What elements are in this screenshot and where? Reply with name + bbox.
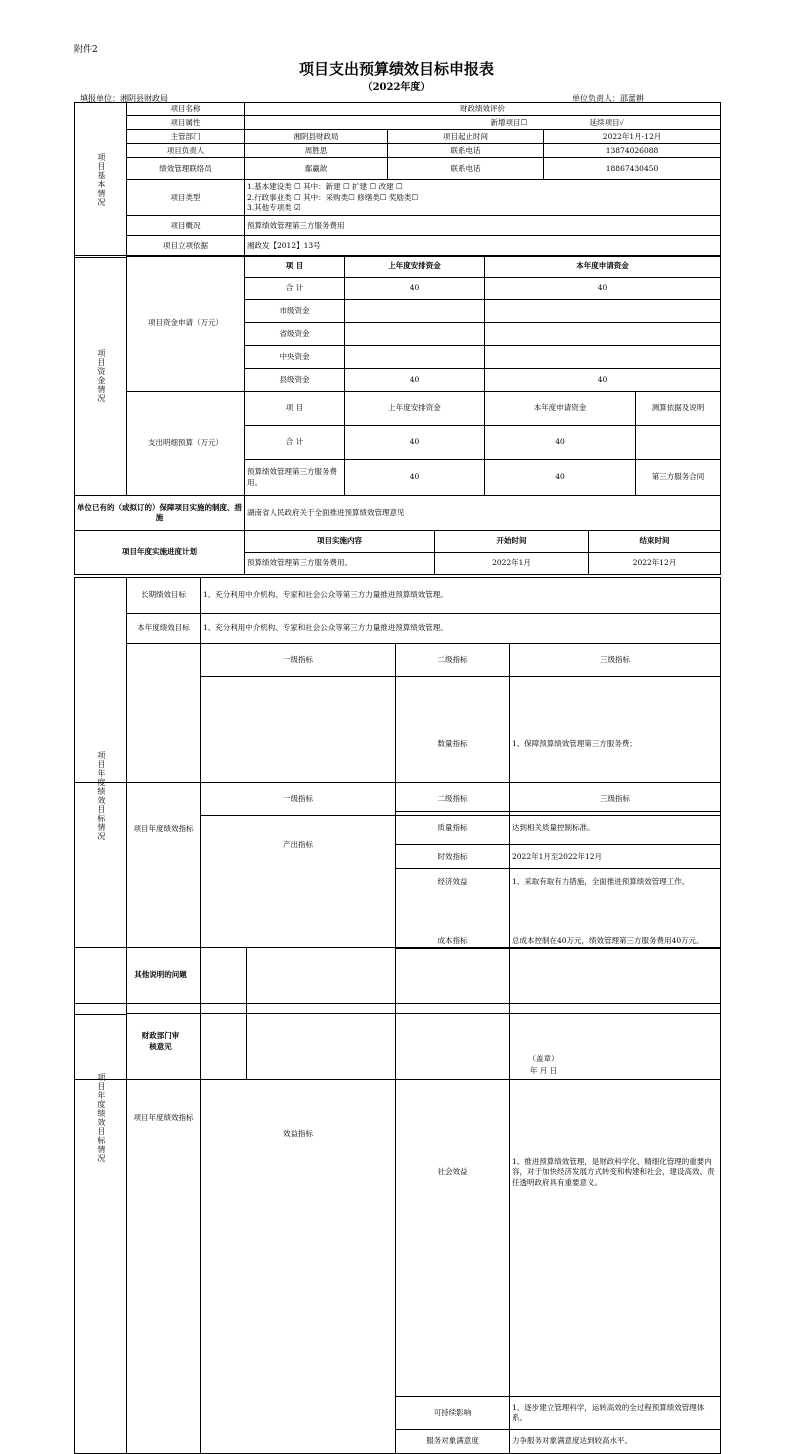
ind-l3: 达到相关质量控制标准。 <box>510 812 721 845</box>
long-value: 1、充分利用中介机构、专家和社会公众等第三方力量推进预算绩效管理。 <box>201 578 721 614</box>
funds-h-this: 本年度申请资金 <box>485 256 721 278</box>
fund-row-item: 中央资金 <box>245 346 345 369</box>
attr-label: 项目属性 <box>127 116 245 130</box>
ind1-label: 项目年度绩效指标 <box>127 644 201 1014</box>
ind-l3: 2022年1月至2022年12月 <box>510 845 721 869</box>
type-line-2[interactable]: 2.行政事业类 ☐ 其中：采购类☐ 修缮类☐ 奖励类☐ <box>247 192 419 202</box>
detail-row-this: 40 <box>485 460 636 496</box>
fund-row-this <box>485 323 721 346</box>
ind-l2: 质量指标 <box>396 812 510 845</box>
benefit-level1: 效益指标 <box>201 816 396 1453</box>
detail-row-item: 预算绩效管理第三方服务费用。 <box>245 460 345 496</box>
plan-h-start: 开始时间 <box>435 531 589 553</box>
basic-section-label: 项目基本情况 <box>75 103 127 258</box>
funds-section-label: 项目资金情况 <box>75 256 127 496</box>
detail-row-this: 40 <box>485 426 636 460</box>
funds-h-last: 上年度安排资金 <box>345 256 485 278</box>
other-label: 其他说明的问题 <box>75 948 247 1004</box>
review-table <box>74 947 721 1080</box>
ind2-h3: 三级指标 <box>510 783 721 816</box>
ind-l3: 1、保障预算绩效管理第三方服务费； <box>510 677 721 812</box>
long-label: 长期绩效目标 <box>127 578 201 614</box>
ind-l2: 成本指标 <box>396 869 510 1014</box>
perf-benefit-table <box>74 782 721 1454</box>
ind-l2: 服务对象满意度 <box>396 1430 510 1453</box>
plan-start: 2022年1月 <box>435 553 589 575</box>
type-line-1[interactable]: 1.基本建设类 ☐ 其中：新建 ☐ 扩建 ☐ 改建 ☐ <box>247 182 403 192</box>
review-value <box>247 1004 721 1080</box>
overview-label: 项目概况 <box>127 216 245 236</box>
project-type-options <box>245 180 721 216</box>
fund-row-last: 40 <box>345 278 485 300</box>
project-attr <box>245 116 721 130</box>
attr-new-checkbox[interactable]: 新增项目☐ <box>490 117 528 127</box>
ind1-h2: 二级指标 <box>396 644 510 677</box>
seal-text: （盖章） <box>528 1054 559 1063</box>
ind2-h1: 一级指标 <box>201 783 396 816</box>
perf1-section-label: 项目年度绩效目标情况 <box>75 578 127 1015</box>
period-value: 2022年1月-12月 <box>544 130 721 144</box>
basis-value: 湘政发【2012】13号 <box>245 236 721 257</box>
plan-content: 预算绩效管理第三方服务费用。 <box>245 553 435 575</box>
detail-h-item: 项 目 <box>245 392 345 426</box>
basis-label: 项目立项依据 <box>127 236 245 257</box>
detail-row-item: 合 计 <box>245 426 345 460</box>
fund-row-this: 40 <box>485 369 721 392</box>
detail-label: 支出明细预算（万元） <box>127 392 245 496</box>
ind-l3: 总成本控制在40万元，绩效管理第三方服务费用40万元。 <box>510 869 721 1014</box>
ind-l3: 1、逐步建立管理科学，运转高效的全过程预算绩效管理体系。 <box>510 1397 721 1430</box>
overview-value: 预算绩效管理第三方服务费用 <box>245 216 721 236</box>
dept-label: 主管部门 <box>127 130 245 144</box>
contact-label: 绩效管理联络员 <box>127 158 245 180</box>
ind-l2: 时效指标 <box>396 845 510 869</box>
year-label: 本年度绩效目标 <box>127 614 201 644</box>
detail-h-basis: 测算依据及说明 <box>636 392 721 426</box>
apply-label: 项目资金申请（万元） <box>127 256 245 392</box>
ind-l2: 社会效益 <box>396 948 510 1396</box>
fund-row-this <box>485 300 721 323</box>
year-subtitle: （2022年度） <box>362 82 431 93</box>
detail-row-last: 40 <box>345 460 485 496</box>
attr-cont-checkbox[interactable]: 延续项目✓ <box>589 117 625 127</box>
ind-l2: 经济效益 <box>396 816 510 949</box>
fund-row-last <box>345 346 485 369</box>
fill-unit: 填报单位：湘阴县财政局 <box>80 94 168 103</box>
fund-row-this: 40 <box>485 278 721 300</box>
dept-value: 湘阴县财政局 <box>245 130 388 144</box>
review-label <box>75 1004 247 1080</box>
fund-row-last: 40 <box>345 369 485 392</box>
fund-row-this <box>485 346 721 369</box>
other-value <box>247 948 721 1004</box>
ind2-label: 项目年度绩效指标 <box>127 783 201 1454</box>
fund-row-last <box>345 300 485 323</box>
project-name: 财政绩效评价 <box>245 103 721 116</box>
system-plan-table <box>74 495 721 575</box>
ind-l2: 数量指标 <box>396 677 510 812</box>
type-label: 项目类型 <box>127 180 245 216</box>
funds-h-item: 项 目 <box>245 256 345 278</box>
plan-h-content: 项目实施内容 <box>245 531 435 553</box>
ind1-h1: 一级指标 <box>201 644 396 677</box>
attachment-label: 附件2 <box>74 45 98 55</box>
type-line-3[interactable]: 3.其他专项类 ☑ <box>247 202 301 212</box>
name-label: 项目名称 <box>127 103 245 116</box>
unit-leader: 单位负责人：邵蕾耕 <box>572 94 644 103</box>
perf2-section-label: 项目年度绩效目标情况 <box>75 783 127 1454</box>
period-label: 项目起止时间 <box>388 130 544 144</box>
review-label-text: 财政部门审核意见 <box>141 1031 180 1051</box>
phone-label: 联系电话 <box>388 144 544 158</box>
leader-value: 周胜思 <box>245 144 388 158</box>
output-level1: 产出指标 <box>201 677 396 1014</box>
system-value: 湖南省人民政府关于全面推进预算绩效管理意见 <box>245 496 721 531</box>
ind-l3: 1、推进预算绩效管理，是财政科学化、精细化管理的重要内容，对于加快经济发展方式转变和构建和社会，建设高效、责任透明政府具有重要意义。 <box>510 948 721 1396</box>
year-value: 1、充分利用中介机构、专家和社会公众等第三方力量推进预算绩效管理。 <box>201 614 721 644</box>
page-title: 项目支出预算绩效目标申报表 <box>298 60 494 78</box>
ind2-h2: 二级指标 <box>396 783 510 816</box>
phone2-label: 联系电话 <box>388 158 544 180</box>
date-text: 年 月 日 <box>529 1066 558 1075</box>
ind-l2: 可持续影响 <box>396 1397 510 1430</box>
fund-row-item: 省级资金 <box>245 323 345 346</box>
fund-row-item: 市级资金 <box>245 300 345 323</box>
plan-end: 2022年12月 <box>589 553 721 575</box>
basic-info-table <box>74 102 721 258</box>
detail-h-this: 本年度申请资金 <box>485 392 636 426</box>
phone2-value: 18867430450 <box>544 158 721 180</box>
detail-h-last: 上年度安排资金 <box>345 392 485 426</box>
funds-table <box>74 255 721 496</box>
system-label: 单位已有的（或拟订的）保障项目实施的制度、措施 <box>75 496 245 531</box>
ind-l3: 力争服务对象满意度达到较高水平。 <box>510 1430 721 1453</box>
fund-row-last <box>345 323 485 346</box>
contact-value: 鄢赢歆 <box>245 158 388 180</box>
fund-row-item: 合 计 <box>245 278 345 300</box>
plan-h-end: 结束时间 <box>589 531 721 553</box>
phone1-value: 13874026088 <box>544 144 721 158</box>
ind-l3: 1、采取有取有力措施，全面推进预算绩效管理工作。 <box>510 816 721 949</box>
detail-row-last: 40 <box>345 426 485 460</box>
plan-label: 项目年度实施进度计划 <box>75 531 245 575</box>
ind1-h3: 三级指标 <box>510 644 721 677</box>
detail-row-basis: 第三方服务合同 <box>636 460 721 496</box>
detail-row-basis <box>636 426 721 460</box>
fund-row-item: 县级资金 <box>245 369 345 392</box>
leader-label: 项目负责人 <box>127 144 245 158</box>
